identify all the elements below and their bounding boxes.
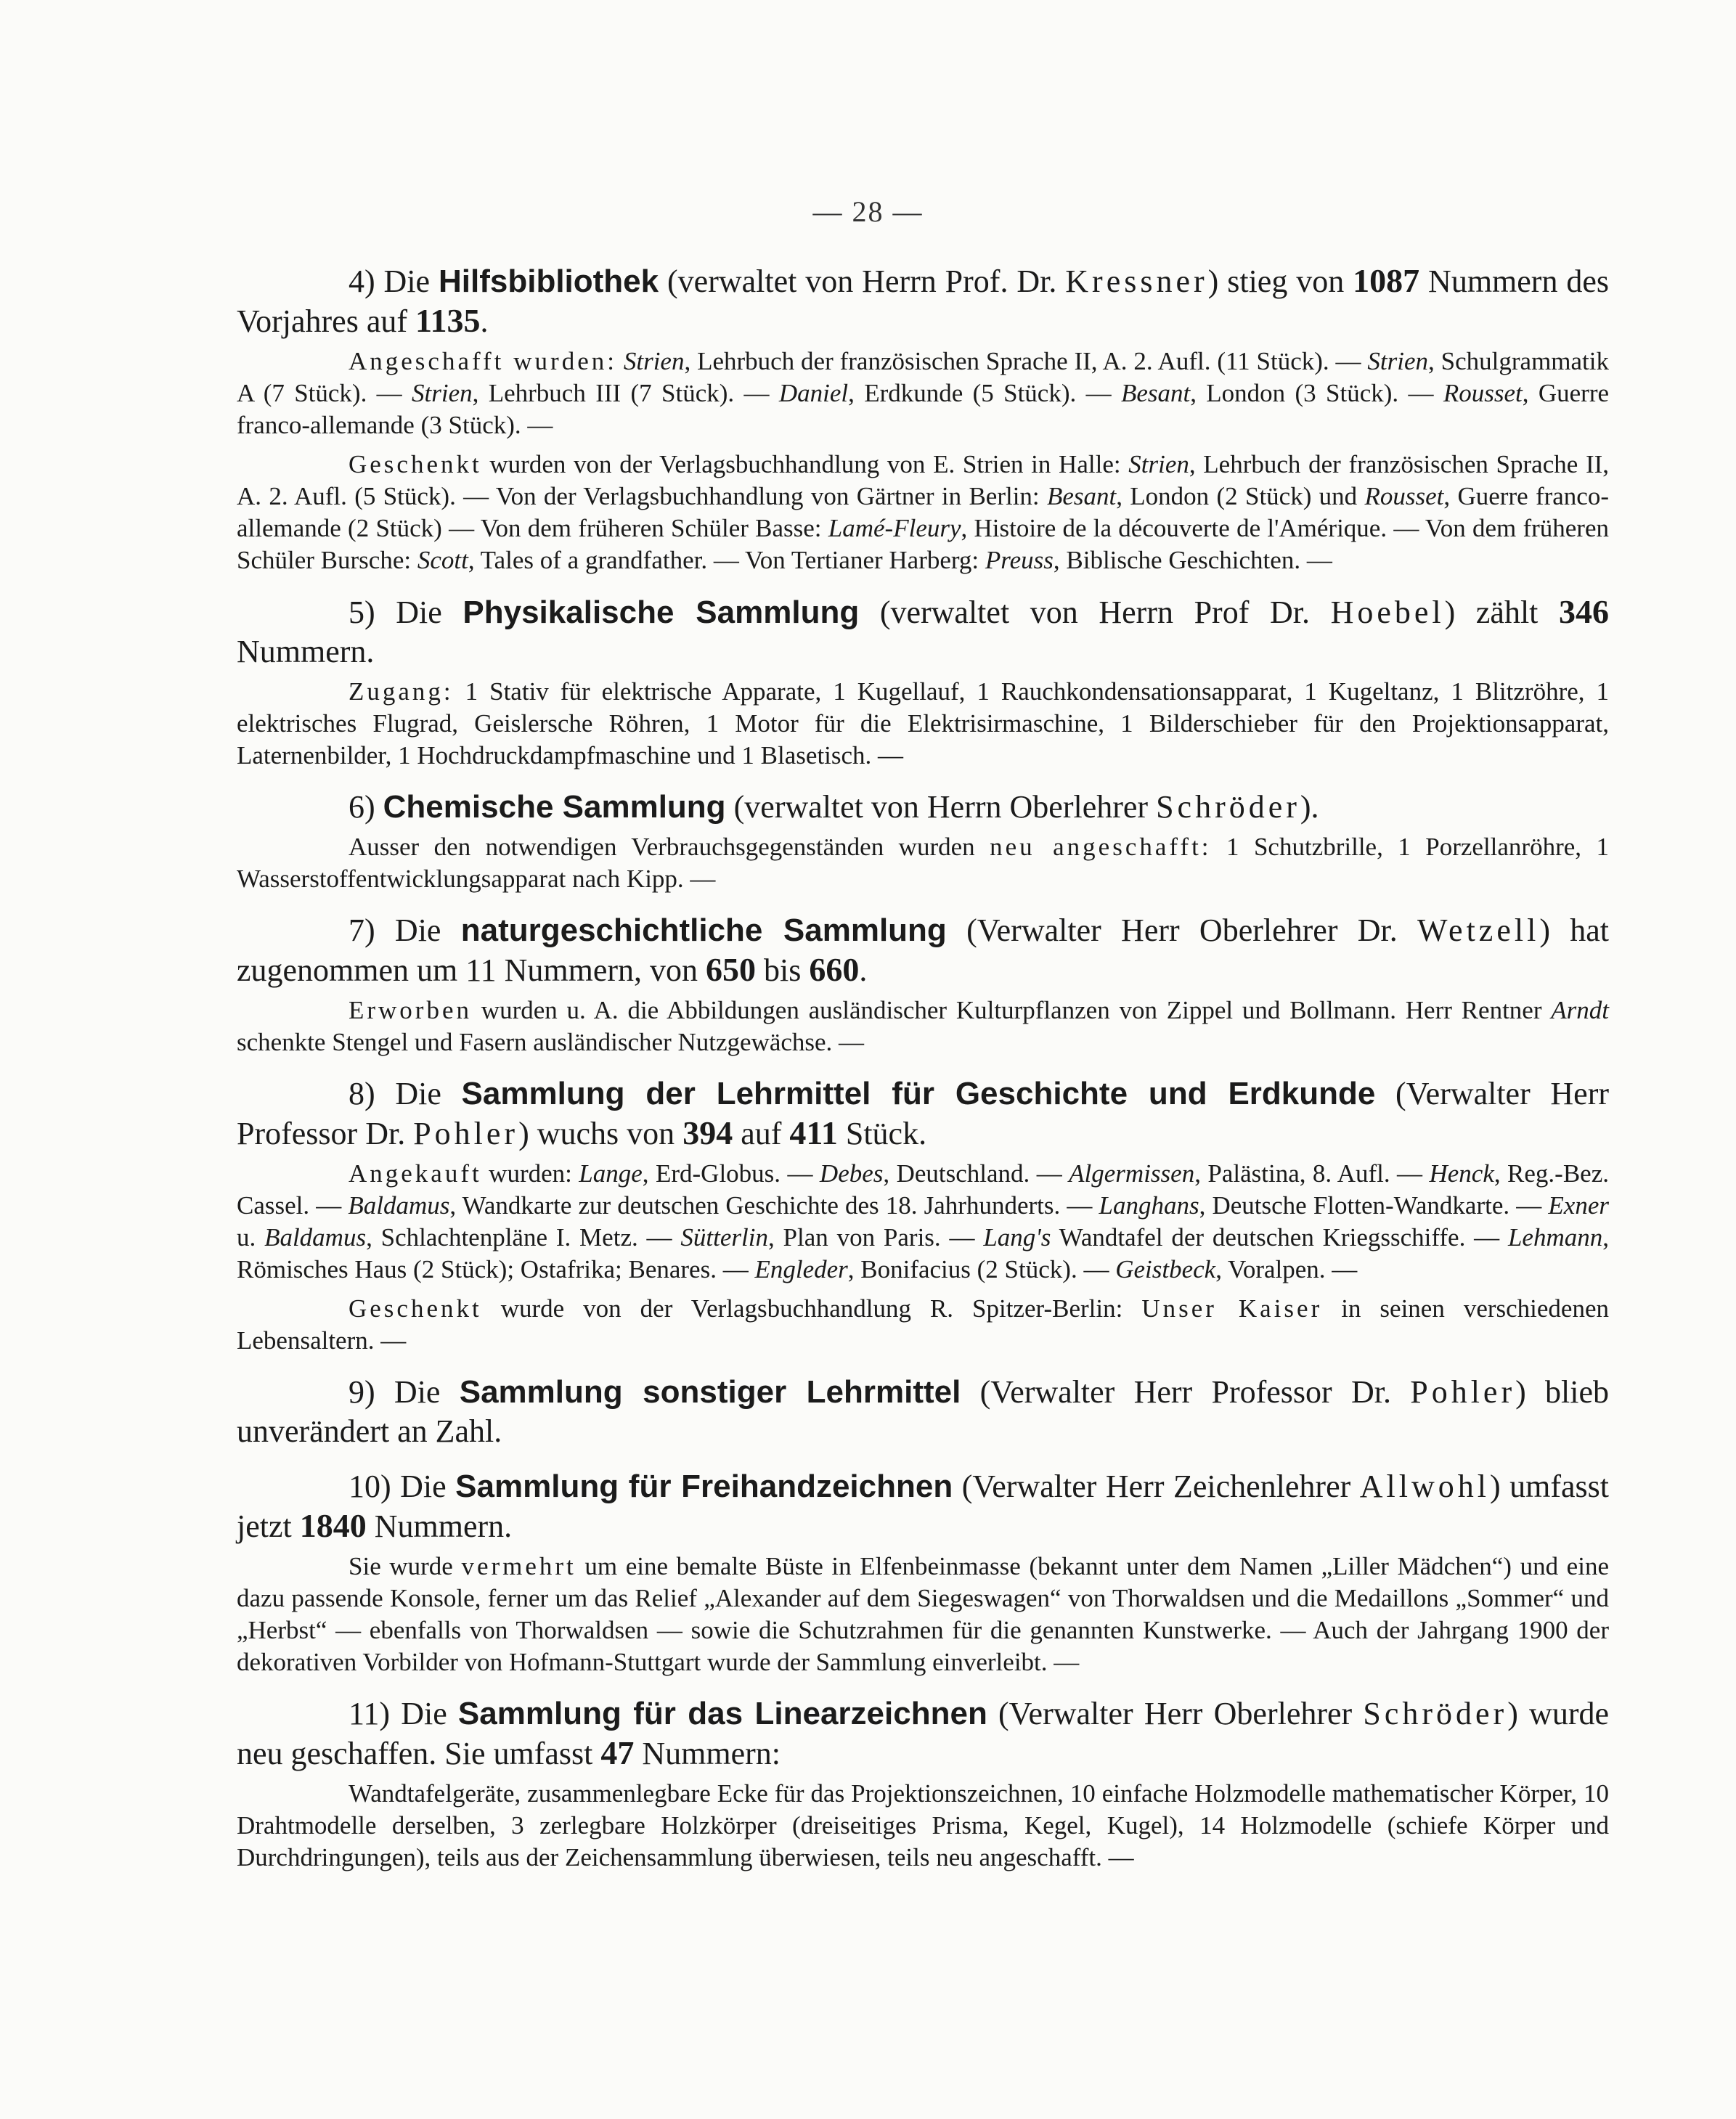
administrator-name: Schröder — [1156, 789, 1300, 825]
section-title: Physikalische Sammlung — [462, 595, 860, 630]
section-naturgeschichtliche-sammlung — [237, 911, 1609, 1058]
section-heading: 8) Die Sammlung der Lehrmittel für Geschichte und Erdkunde (Verwalter Herr Professor Dr. Pohler) wuchs von 394 auf 411 Stück. — [237, 1076, 1610, 1151]
section-chemische-sammlung — [237, 788, 1609, 895]
page-number: — 28 — — [812, 195, 924, 228]
section-freihandzeichnen — [237, 1467, 1609, 1678]
contents-paragraph: Wandtafelgeräte, zusammenlegbare Ecke für das Projektionszeichnen, 10 einfache Holzmodelle mathematischer Körper, 10 Drahtmodelle derselben, 3 zerlegbare Holzkörper (dreiseitiges Prisma, Kegel, Kugel), 14 Holzmodelle (schiefe Körper und Durchdringungen), teils aus der Zeichensammlung überwiesen, teils neu angeschafft. — — [237, 1779, 1609, 1871]
administrator-name: Pohler — [1410, 1374, 1516, 1410]
acquisitions-paragraph: Erworben wurden u. A. die Abbildungen ausländischer Kulturpflanzen von Zippel und Bollmann. Herr Rentner Arndt schenkte Stengel und Fasern ausländischer Nutzgewächse. — — [237, 996, 1609, 1056]
section-title: Hilfsbibliothek — [439, 264, 659, 299]
section-title: Sammlung sonstiger Lehrmittel — [459, 1374, 961, 1410]
section-heading: 10) Die Sammlung für Freihandzeichnen (Verwalter Herr Zeichenlehrer Allwohl) umfasst jetzt 1840 Nummern. — [237, 1469, 1610, 1544]
section-heading: 5) Die Physikalische Sammlung (verwaltet von Herrn Prof Dr. Hoebel) zählt 346 Nummern. — [237, 593, 1609, 669]
section-title: naturgeschichtliche Sammlung — [460, 912, 947, 948]
section-linearzeichnen — [237, 1694, 1609, 1874]
section-title: Sammlung für das Linearzeichnen — [457, 1696, 987, 1731]
section-heading: 6) Chemische Sammlung (verwaltet von Herrn Oberlehrer Schröder). — [349, 789, 1319, 825]
acquisitions-paragraph: Angeschafft wurden: Strien, Lehrbuch der französischen Sprache II, A. 2. Aufl. (11 Stück). — Strien, Schulgrammatik A (7 Stück). — Strien, Lehrbuch III (7 Stück). — Daniel, Erdkunde (5 Stück). — Besant, London (3 Stück). — Rousset, Guerre franco-allemande (3 Stück). — — [237, 347, 1610, 439]
acquisitions-paragraph: Ausser den notwendigen Verbrauchsgegenständen wurden neu angeschafft: 1 Schutzbrille, 1 Porzellanröhre, 1 Wasserstoffentwicklungsapparat nach Kipp. — — [237, 833, 1609, 893]
acquisitions-paragraph: Angekauft wurden: Lange, Erd-Globus. — Debes, Deutschland. — Algermissen, Palästina, 8. Aufl. — Henck, Reg.-Bez. Cassel. — Baldamus, Wandkarte zur deutschen Geschichte des 18. Jahrhunderts. — Langhans, Deutsche Flotten-Wandkarte. — Exner u. Baldamus, Schlachtenpläne I. Metz. — Sütterlin, Plan von Paris. — Lang's Wandtafel der deutschen Kriegsschiffe. — Lehmann, Römisches Haus (2 Stück); Ostafrika; Benares. — Engleder, Bonifacius (2 Stück). — Geistbeck, Voralpen. — — [237, 1159, 1609, 1283]
administrator-name: Hoebel — [1330, 595, 1445, 630]
section-title: Sammlung für Freihandzeichnen — [455, 1469, 953, 1504]
donations-paragraph: Geschenkt wurden von der Verlagsbuchhandlung von E. Strien in Halle: Strien, Lehrbuch der französischen Sprache II, A. 2. Aufl. (5 Stück). — Von der Verlagsbuchhandlung von Gärtner in Berlin: Besant, London (2 Stück) und Rousset, Guerre franco-allemande (2 Stück) — Von dem früheren Schüler Basse: Lamé-Fleury, Histoire de la découverte de l'Amérique. — Von dem früheren Schüler Bursche: Scott, Tales of a grandfather. — Von Tertianer Harberg: Preuss, Biblische Geschichten. — — [237, 450, 1609, 574]
section-sonstige-lehrmittel — [237, 1373, 1609, 1451]
donations-paragraph: Geschenkt wurde von der Verlagsbuchhandlung R. Spitzer-Berlin: Unser Kaiser in seinen verschiedenen Lebensaltern. — — [237, 1294, 1609, 1355]
section-heading: 7) Die naturgeschichtliche Sammlung (Verwalter Herr Oberlehrer Dr. Wetzell) hat zugenommen um 11 Nummern, von 650 bis 660. — [237, 912, 1609, 988]
section-physikalische-sammlung — [237, 592, 1609, 772]
additions-paragraph: Sie wurde vermehrt um eine bemalte Büste in Elfenbeinmasse (bekannt unter dem Namen „Liller Mädchen“) und eine dazu passende Konsole, ferner um das Relief „Alexander auf dem Siegeswagen“ von Thorwaldsen und die Medaillons „Sommer“ und „Herbst“ — ebenfalls von Thorwaldsen — sowie die Schutzrahmen für die genannten Kunstwerke. — Auch der Jahrgang 1900 der dekorativen Vorbilder von Hofmann-Stuttgart wurde der Sammlung einverleibt. — — [237, 1552, 1609, 1676]
administrator-name: Schröder — [1363, 1696, 1508, 1731]
administrator-name: Pohler — [413, 1116, 519, 1151]
section-heading: 11) Die Sammlung für das Linearzeichnen (Verwalter Herr Oberlehrer Schröder) wurde neu geschaffen. Sie umfasst 47 Nummern: — [237, 1696, 1610, 1771]
section-title: Sammlung der Lehrmittel für Geschichte und Erdkunde — [461, 1076, 1376, 1111]
section-geschichte-erdkunde — [237, 1074, 1609, 1357]
section-hilfsbibliothek — [237, 261, 1609, 576]
section-heading: 9) Die Sammlung sonstiger Lehrmittel (Verwalter Herr Professor Dr. Pohler) blieb unverändert an Zahl. — [237, 1374, 1610, 1449]
additions-paragraph: Zugang: 1 Stativ für elektrische Apparate, 1 Kugellauf, 1 Rauchkondensationsapparat, 1 Kugeltanz, 1 Blitzröhre, 1 elektrisches Flugrad, Geislersche Röhren, 1 Motor für die Elektrisirmaschine, 1 Bilderschieber für den Projektionsapparat, Laternenbilder, 1 Hochdruckdampfmaschine und 1 Blasetisch. — — [237, 677, 1609, 769]
administrator-name: Kressner — [1065, 264, 1208, 299]
administrator-name: Allwohl — [1359, 1469, 1490, 1504]
page-content — [237, 261, 1609, 1890]
administrator-name: Wetzell — [1417, 912, 1540, 948]
section-title: Chemische Sammlung — [383, 789, 726, 825]
section-heading: 4) Die Hilfsbibliothek (verwaltet von Herrn Prof. Dr. Kressner) stieg von 1087 Nummern des Vorjahres auf 1135. — [237, 262, 1610, 339]
